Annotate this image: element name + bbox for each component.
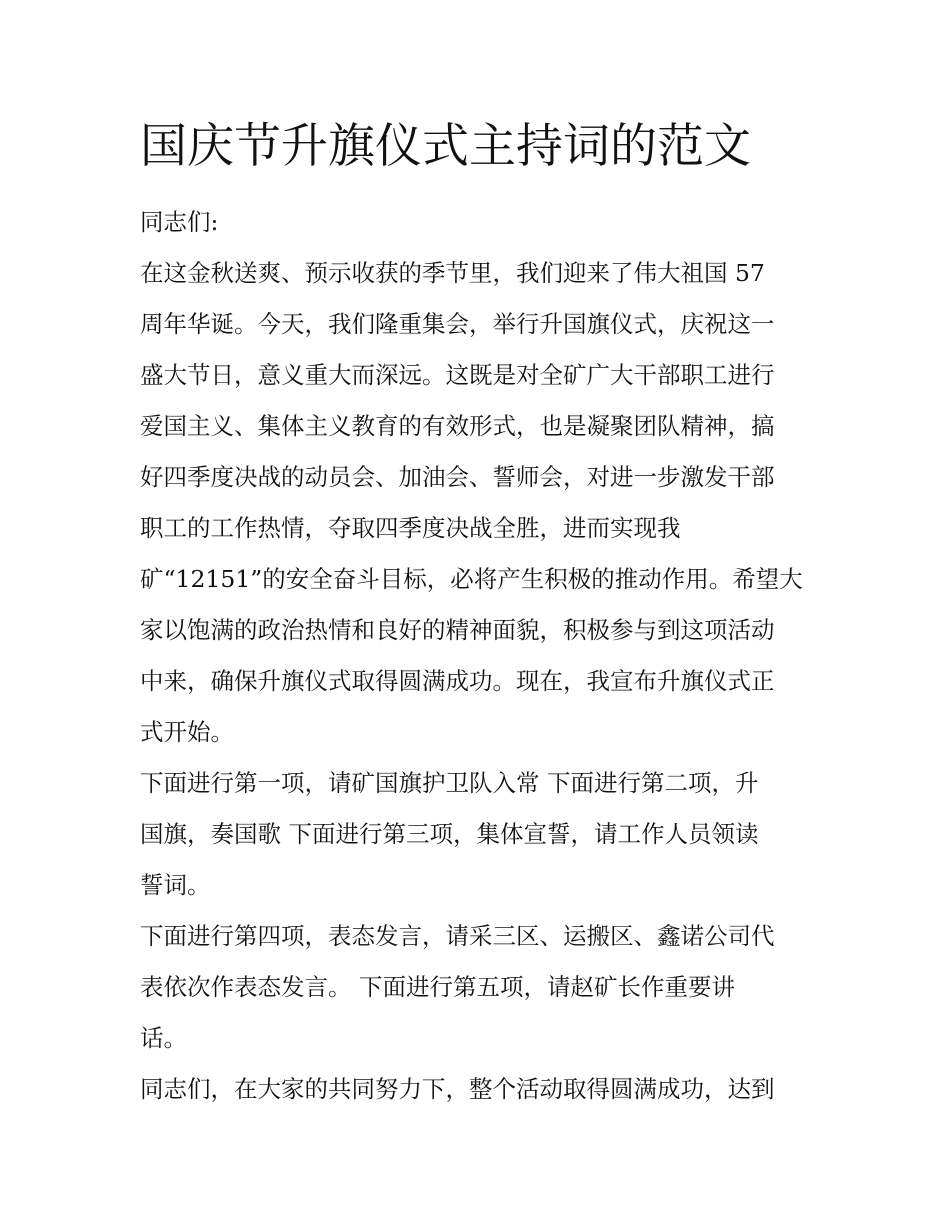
body-text-line: 下面进行第一项，请矿国旗护卫队入常 下面进行第二项，升 [140,769,759,797]
body-text-line: 国旗，奏国歌 下面进行第三项，集体宣誓，请工作人员领读 [140,820,759,848]
body-text-line: 式开始。 [140,718,234,746]
body-text-line: 话。 [140,1024,187,1052]
body-text-line: 同志们，在大家的共同努力下，整个活动取得圆满成功，达到 [140,1075,775,1103]
salutation-line: 同志们: [140,208,219,236]
body-text-line: 表依次作表态发言。 下面进行第五项，请赵矿长作重要讲 [140,973,735,1001]
document-title: 国庆节升旗仪式主持词的范文 [140,119,751,174]
body-text-line: 盛大节日，意义重大而深远。这既是对全矿广大干部职工进行 [140,361,775,389]
body-text-line: 矿“12151”的安全奋斗目标，必将产生积极的推动作用。希望大 [140,565,803,593]
body-text-line: 职工的工作热情，夺取四季度决战全胜，进而实现我 [140,514,681,542]
body-text-line: 家以饱满的政治热情和良好的精神面貌，积极参与到这项活动 [140,616,775,644]
body-text-line: 好四季度决战的动员会、加油会、誓师会，对进一步激发干部 [140,463,775,491]
body-text-line: 周年华诞。今天，我们隆重集会，举行升国旗仪式，庆祝这一 [140,310,775,338]
body-text-line: 爱国主义、集体主义教育的有效形式，也是凝聚团队精神，搞 [140,412,775,440]
body-text-line: 在这金秋送爽、预示收获的季节里，我们迎来了伟大祖国 57 [140,259,765,287]
body-text-line: 誓词。 [140,871,211,899]
body-text-line: 下面进行第四项，表态发言，请采三区、运搬区、鑫诺公司代 [140,922,775,950]
body-text-line: 中来，确保升旗仪式取得圆满成功。现在，我宣布升旗仪式正 [140,667,775,695]
